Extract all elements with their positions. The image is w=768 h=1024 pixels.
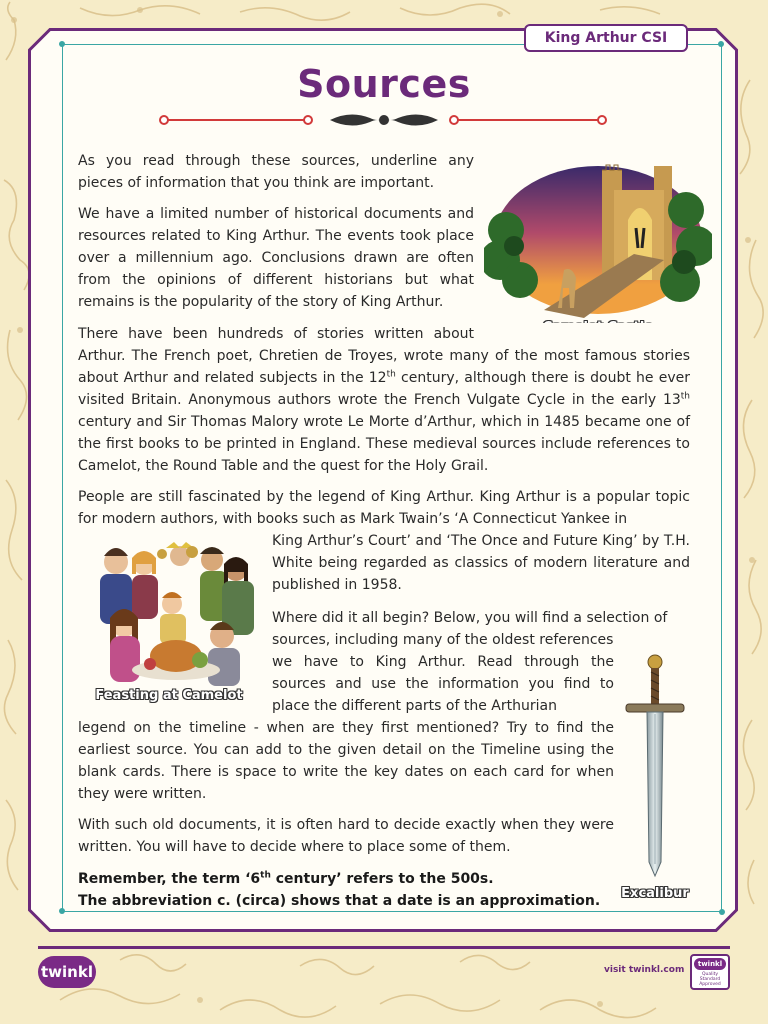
modern-authors-paragraph: [78, 486, 690, 530]
excalibur-image: [622, 650, 688, 880]
border-dot: [718, 41, 724, 47]
history-paragraph: We have a limited number of historical documents and resources related to King Arthur. The events took place over a millennium ago. Conclusions drawn are often from the opinions of different historians but what remains is the popularity of the story of King Arthur.: [78, 206, 474, 310]
superscript-12th: th: [386, 369, 396, 380]
superscript-6th: th: [260, 870, 271, 881]
stories-text-b: century, although there is doubt he ever visited Britain. Anonymous authors wrote the French Vulgate Cycle in the early 13: [78, 370, 690, 408]
where-begin-cont: legend on the timeline - when are they first mentioned? Try to find the earliest source. You can add to the given detail on the Timeline using the blank cards. There is space to write the key dates on each card for when they were written.: [78, 720, 614, 802]
sword-caption: Excalibur: [621, 886, 689, 901]
twinkl-logo[interactable]: twinkl: [38, 956, 96, 988]
superscript-13th: th: [680, 391, 690, 402]
stories-text-c: century and Sir Thomas Malory wrote Le Morte d’Arthur, which in 1485 became one of the first books to be printed in England. These medieval sources include references to Camelot, the Round Table and the quest for the Holy Grail.: [78, 414, 690, 474]
modern-authors-paragraph-cont: [272, 530, 690, 596]
modern-authors-text-a: People are still fascinated by the legend of King Arthur. King Arthur is a popular topic for modern authors, with books such as Mark Twain’s ‘A Connecticut Yankee in: [78, 489, 690, 527]
camelot-castle-image: [484, 150, 712, 322]
stories-paragraph-content: [78, 323, 690, 477]
where-begin-line2: sources, including many of the oldest references: [272, 632, 614, 648]
where-begin-line1: Where did it all begin? Below, you will find a selection of: [272, 610, 668, 626]
feast-caption: Feasting at Camelot: [95, 688, 243, 703]
old-documents-paragraph: With such old documents, it is often hard to decide exactly when they were written. You will have to decide where to place some of them.: [78, 817, 614, 855]
feasting-image: [80, 540, 264, 690]
badge-logo: twinkl: [694, 958, 726, 970]
remember-text-a: Remember, the term ‘6: [78, 871, 261, 887]
header-tag: King Arthur CSI: [524, 24, 688, 52]
modern-authors-text-b: King Arthur’s Court’ and ‘The Once and Future King’ by T.H. White being regarded as classics of modern literature and published in 1958.: [272, 533, 690, 593]
intro-paragraph: As you read through these sources, underline any pieces of information that you think are important.: [78, 153, 474, 191]
title-divider: [158, 113, 610, 127]
where-begin-line3: we have to King Arthur. Read through the sources and use the information you find to place the different parts of the Arthurian: [272, 654, 614, 714]
badge-text: Quality Standard Approved: [699, 972, 721, 987]
quality-badge: [690, 954, 730, 990]
remember-note: [78, 868, 618, 912]
border-dot: [59, 908, 65, 914]
footer-divider: [38, 946, 730, 949]
page-title: Sources: [297, 62, 471, 106]
circa-note: The abbreviation c. (circa) shows that a date is an approximation.: [78, 893, 601, 909]
visit-link[interactable]: visit twinkl.com: [604, 965, 685, 975]
stories-text-a-visible: There have been hundreds of stories written about Arthur. The French poet, Chretien de Troyes, wrote many of the most famous stories about Arthur and related subjects in the 12: [78, 326, 690, 386]
remember-text-b: century’ refers to the 500s.: [275, 871, 494, 887]
